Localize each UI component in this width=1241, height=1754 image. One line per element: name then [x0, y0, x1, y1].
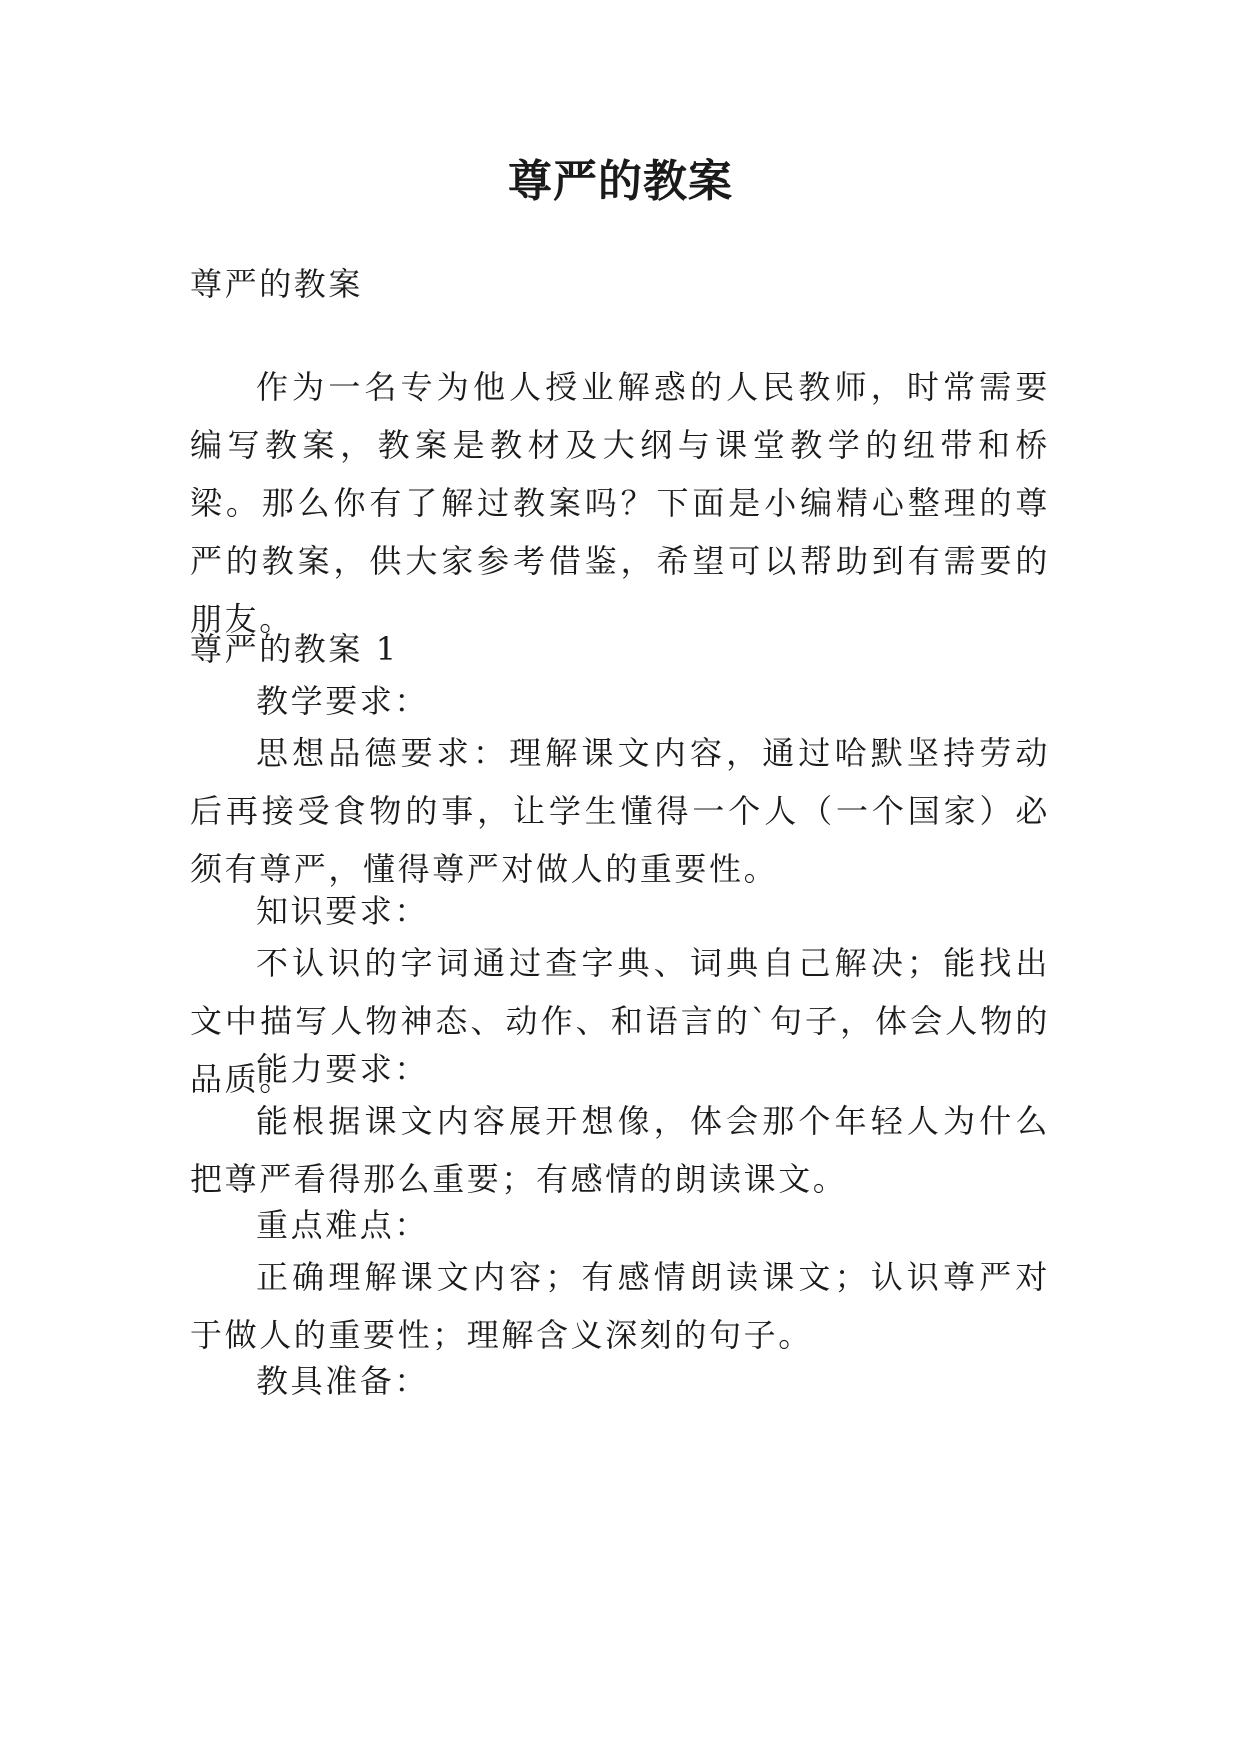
- paragraph-teaching-aids-heading: 教具准备：: [256, 1362, 430, 1400]
- paragraph-knowledge-requirements: 不认识的字词通过查字典、词典自己解决；能找出文中描写人物神态、动作、和语言的`句子，体会人物的品质。: [190, 944, 1050, 1098]
- paragraph-teaching-requirements: 教学要求：: [256, 682, 430, 720]
- paragraph-ability-requirements: 能根据课文内容展开想像，体会那个年轻人为什么把尊严看得那么重要；有感情的朗读课文。: [190, 1102, 1050, 1198]
- paragraph-key-points-heading: 重点难点：: [256, 1206, 430, 1244]
- document-title: 尊严的教案: [508, 156, 733, 207]
- intro-paragraph: 作为一名专为他人授业解惑的人民教师，时常需要编写教案，教案是教材及大纲与课堂教学的纽带和桥梁。那么你有了解过教案吗？下面是小编精心整理的尊严的教案，供大家参考借鉴，希望可以帮助到有需要的朋友。: [190, 368, 1050, 638]
- paragraph-moral-requirements: 思想品德要求：理解课文内容，通过哈默坚持劳动后再接受食物的事，让学生懂得一个人（一个国家）必须有尊严，懂得尊严对做人的重要性。: [190, 734, 1050, 888]
- section-heading: 尊严的教案 1: [190, 630, 399, 668]
- subtitle-line: 尊严的教案: [190, 265, 364, 303]
- paragraph-knowledge-heading: 知识要求：: [256, 892, 430, 930]
- paragraph-ability-heading: 能力要求：: [256, 1050, 430, 1088]
- paragraph-key-points: 正确理解课文内容；有感情朗读课文；认识尊严对于做人的重要性；理解含义深刻的句子。: [190, 1258, 1050, 1354]
